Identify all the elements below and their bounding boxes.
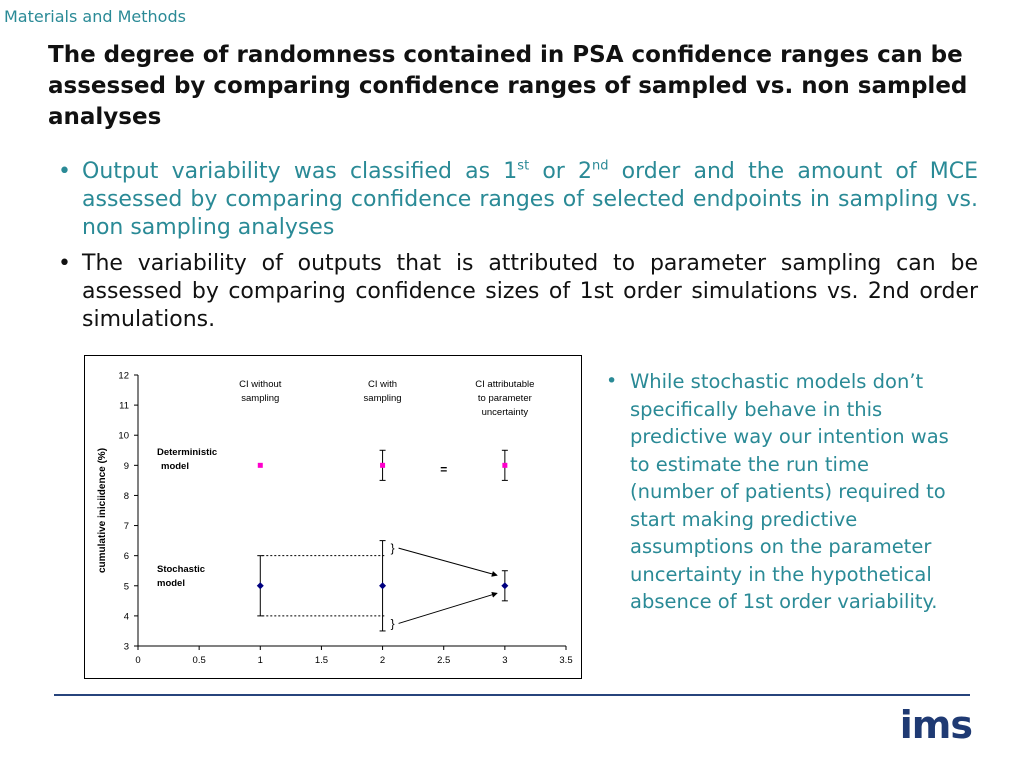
x-tick-label: 0.5 (192, 655, 206, 666)
bullet-list (58, 158, 978, 342)
x-tick-label: 1.5 (314, 655, 329, 666)
chart-frame (84, 355, 582, 679)
side-note-text: While stochastic models don’t specifically behave in this predictive way our intention was to estimate the run time (number of patients) required to start making predictive assumptions on the parameter uncertainty in the hypothetical absence of 1st order variability. (630, 370, 949, 613)
bullet-text-part: Output variability was classified as 1 (82, 159, 518, 184)
column-annotation-line: CI attributable (475, 379, 535, 390)
data-point-deterministic (502, 463, 507, 468)
brace-lower: } (390, 616, 395, 631)
y-tick-label: 6 (123, 551, 129, 563)
y-tick-label: 8 (123, 490, 129, 502)
bullet-item-parameter-sampling (58, 250, 978, 334)
x-tick-label: 1 (257, 655, 263, 666)
bullet-text-part: order and the amount of MCE assessed by comparing confidence ranges of selected endpoints in sampling vs. non sampling analyses (82, 159, 978, 240)
data-point-deterministic (380, 463, 385, 468)
column-annotation-line: CI with (368, 379, 398, 390)
y-tick-label: 10 (118, 430, 129, 442)
cumulative-incidence-chart (85, 356, 583, 680)
bullet-dot-icon: • (58, 159, 71, 184)
side-note (606, 368, 956, 616)
series-label-line: Stochastic (157, 564, 206, 575)
x-tick-label: 2 (379, 655, 386, 666)
bullet-item-output-variability (58, 158, 978, 242)
y-axis-label: cumulative iniciidence (%) (97, 447, 108, 574)
ims-logo: ims (899, 703, 972, 747)
y-tick-label: 9 (123, 460, 129, 472)
column-annotation-line: to parameter (477, 393, 532, 404)
arrow-upper (399, 548, 497, 575)
y-tick-label: 12 (118, 370, 129, 382)
column-annotation-line: sampling (363, 393, 402, 404)
column-annotation-line: uncertainty (481, 407, 529, 418)
data-point-deterministic (258, 463, 263, 468)
data-point-stochastic (379, 582, 386, 589)
superscript: nd (592, 158, 609, 174)
series-label-line: model (157, 578, 185, 589)
bullet-dot-icon: • (606, 370, 618, 392)
superscript: st (517, 158, 530, 174)
series-label-line: Deterministic (157, 447, 218, 458)
data-point-stochastic (257, 582, 264, 589)
equals-annotation: = (440, 462, 448, 477)
footer-divider (54, 694, 970, 696)
arrow-lower (399, 593, 497, 623)
x-tick-label: 2.5 (437, 655, 451, 666)
slide-title: The degree of randomness contained in PSA confidence ranges can be assessed by comparing confidence ranges of sampled vs. non sampled analyses (48, 42, 968, 130)
y-tick-label: 7 (123, 521, 129, 533)
data-point-stochastic (501, 582, 508, 589)
bullet-text: The variability of outputs that is attributed to parameter sampling can be assessed by comparing confidence sizes of 1st order simulations vs. 2nd order simulations. (82, 251, 978, 332)
x-tick-label: 3.5 (559, 655, 573, 666)
x-tick-label: 0 (135, 655, 141, 666)
column-annotation-line: CI without (239, 379, 282, 390)
series-label-line: model (161, 461, 189, 472)
y-tick-label: 5 (123, 581, 129, 593)
bullet-text-part: or 2 (529, 159, 593, 184)
x-tick-label: 3 (502, 655, 508, 666)
brace-upper: } (390, 541, 395, 556)
y-tick-label: 11 (119, 400, 129, 412)
section-label: Materials and Methods (4, 7, 186, 26)
column-annotation-line: sampling (241, 393, 280, 404)
y-tick-label: 3 (123, 641, 129, 653)
bullet-dot-icon: • (58, 251, 71, 276)
y-tick-label: 4 (123, 611, 129, 623)
